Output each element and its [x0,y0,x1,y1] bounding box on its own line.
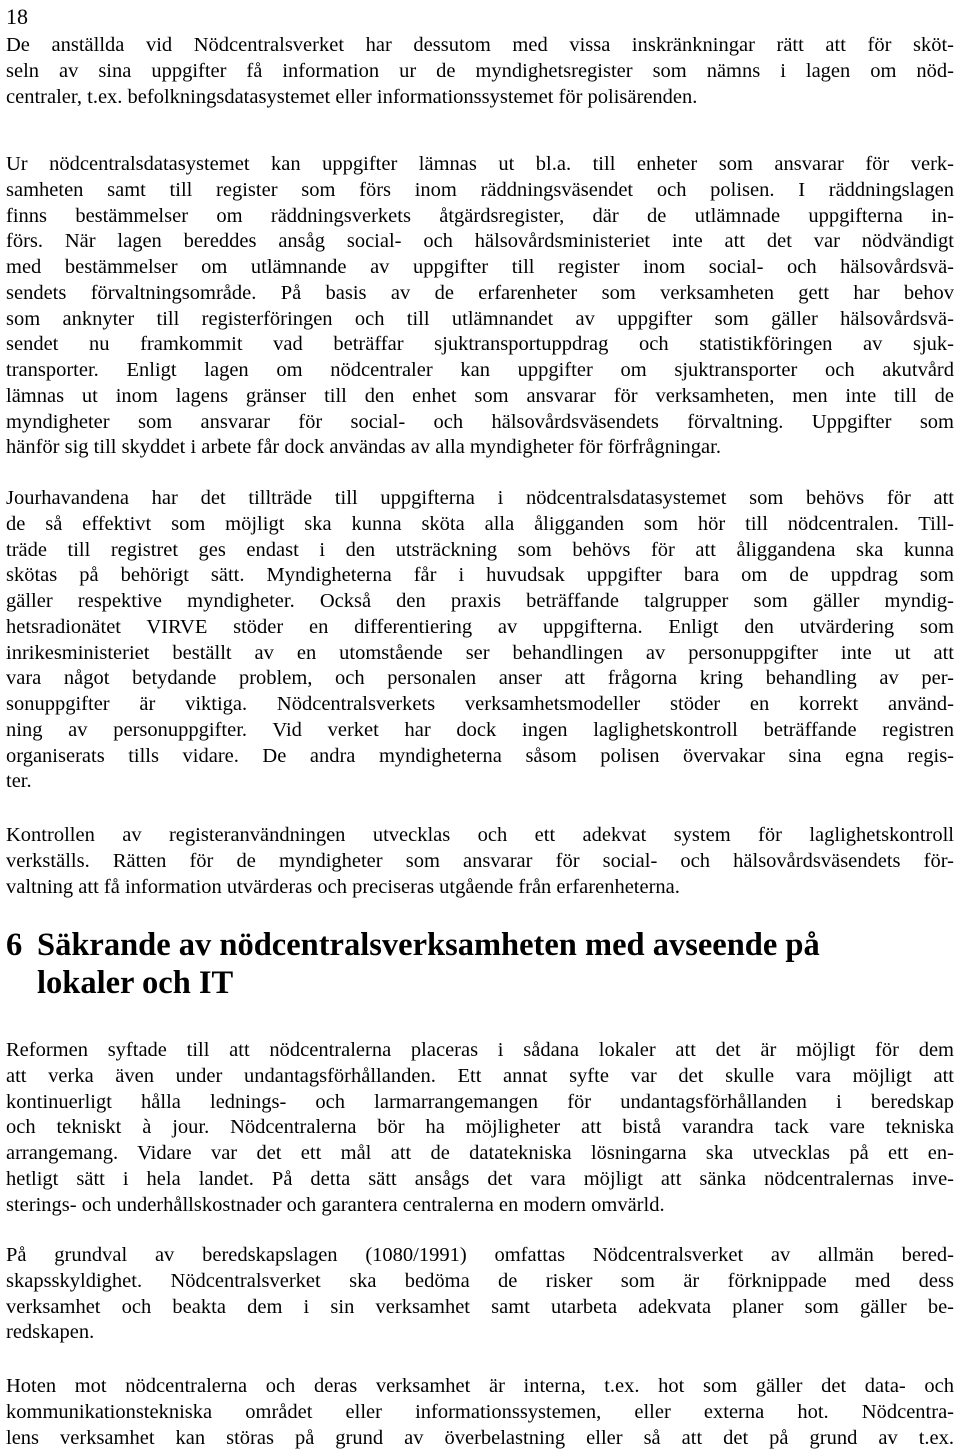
paragraph-3 [6,486,954,795]
text-line: lens verksamhet kan störas på grund av överbelastning eller så att det på grund av t.ex. [6,1426,954,1449]
section-heading [6,926,954,1002]
paragraph-1 [6,33,954,110]
text-line: sterings- och underhållskostnader och garantera centralerna en modern omvärld. [6,1193,665,1216]
text-line: skötas på behörigt sätt. Myndigheterna får i huvudsak uppgifter bara om de uppdrag som [6,564,954,587]
text-line: och tekniskt à jour. Nödcentralerna bör ha möjligheter att bistå varandra tack vare tekniska [6,1116,954,1139]
text-line: gäller respektive myndigheter. Också den praxis beträffande talgrupper som gäller myndig- [6,590,954,612]
text-line: skapsskyldighet. Nödcentralsverket ska bedöma de risker som är förknippade med dess [6,1269,954,1292]
text-line: hänför sig till skyddet i arbete får dock användas av alla myndigheter för förfrågningar. [6,436,721,459]
text-line: Hoten mot nödcentralerna och deras verksamhet är interna, t.ex. hot som gäller det data- och [6,1375,954,1397]
text-line: kommunikationstekniska området eller informationssystemen, eller externa hot. Nödcentra- [6,1400,954,1423]
section-title-line: Säkrande av nödcentralsverksamheten med avseende på [37,927,820,963]
paragraph-7 [6,1374,954,1451]
text-line: kontinuerligt hålla lednings- och larmarrangemangen för undantagsförhållanden i beredskap [6,1090,954,1113]
text-line: sonuppgifter är viktiga. Nödcentralsverkets verksamhetsmodeller stöder en korrekt använd- [6,693,954,715]
text-line: hetligt sätt i hela landet. På detta sätt ansågs det vara möjligt att sänka nödcentralernas inve- [6,1167,954,1190]
text-line: de så effektivt som möjligt ska kunna sköta alla åligganden som hör till nödcentralen. Till- [6,512,954,535]
text-line: Jourhavandena har det tillträde till uppgifterna i nödcentralsdatasystemet som behövs för att [6,487,954,509]
text-line: centraler, t.ex. befolkningsdatasystemet eller informationssystemet för polisärenden. [6,85,698,108]
text-line: lämnas ut inom lagens gränser till den enhet som ansvarar för verksamheten, men inte till de [6,384,954,407]
text-line: Kontrollen av registeranvändningen utvecklas och ett adekvat system för laglighetskontroll [6,824,954,846]
text-line: organiserats tills vidare. De andra myndigheterna såsom polisen övervakar sina egna regis- [6,744,954,767]
text-line: samheten samt till register som förs inom räddningsväsendet och polisen. I räddningslagen [6,178,954,201]
text-line: vara något betydande problem, och personalen anser att frågorna kring behandling av per- [6,667,954,690]
text-line: redskapen. [6,1321,95,1344]
text-line: verkställs. Rätten för de myndigheter som ansvarar för social- och hälsovårdsväsendets för- [6,849,954,872]
text-line: som anknyter till registerföringen och till utlämnandet av uppgifter som gäller hälsovårdsvä- [6,307,954,330]
paragraph-2 [6,152,954,461]
paragraph-5 [6,1038,954,1218]
text-line: De anställda vid Nödcentralsverket har dessutom med vissa inskränkningar rätt att för sköt- [6,34,954,56]
page-number: 18 [6,4,28,29]
text-line: med bestämmelser om utlämnande av uppgifter till register inom social- och hälsovårdsvä- [6,256,954,278]
text-line: Ur nödcentralsdatasystemet kan uppgifter lämnas ut bl.a. till enheter som ansvarar för verk- [6,153,954,175]
paragraph-4 [6,823,954,900]
text-line: Reformen syftade till att nödcentralerna placeras i sådana lokaler att det är möjligt för dem [6,1039,954,1061]
text-line: transporter. Enligt lagen om nödcentraler kan uppgifter om sjuktransporter och akutvård [6,359,954,381]
text-line: förs. När lagen bereddes ansåg social- och hälsovårdsministeriet inte att det var nödvändigt [6,230,954,253]
text-line: inrikesministeriet beställt av en utomstående ser behandlingen av personuppgifter inte ut att [6,641,954,664]
text-line: myndigheter som ansvarar för social- och hälsovårdsväsendets förvaltning. Uppgifter som [6,410,954,433]
text-line: valtning att få information utvärderas och preciseras utgående från erfarenheterna. [6,875,680,898]
text-line: ning av personuppgifter. Vid verket har dock ingen laglighetskontroll beträffande registren [6,718,954,741]
text-line: arrangemang. Vidare var det ett mål att de datatekniska lösningarna ska utvecklas på ett en- [6,1142,954,1164]
text-line: hetsradionätet VIRVE stöder en differentiering av uppgifterna. Enligt den utvärdering som [6,615,954,638]
text-line: sendet nu framkommit vad beträffar sjuktransportuppdrag och statistikföringen av sjuk- [6,333,954,356]
text-line: att verka även under undantagsförhållanden. Ett annat syfte var det skulle vara möjligt att [6,1064,954,1087]
text-line: finns bestämmelser om räddningsverkets åtgärdsregister, där de utlämnade uppgifterna in- [6,204,954,227]
text-line: sendets förvaltningsområde. På basis av de erfarenheter som verksamheten gett har behov [6,281,954,304]
section-title-line: lokaler och IT [37,965,234,1001]
text-line: ter. [6,770,32,793]
text-line: seln av sina uppgifter få information ur de myndighetsregister som nämns i lagen om nöd- [6,59,954,82]
paragraph-6 [6,1243,954,1346]
text-line: verksamhet och beakta dem i sin verksamhet samt utarbeta adekvata planer som gäller be- [6,1295,954,1318]
section-number: 6 [6,927,23,963]
text-line: På grundval av beredskapslagen (1080/1991) omfattas Nödcentralsverket av allmän bered- [6,1244,954,1266]
text-line: träde till registret ges endast i den utsträckning som behövs för att åliggandena ska kunna [6,538,954,561]
